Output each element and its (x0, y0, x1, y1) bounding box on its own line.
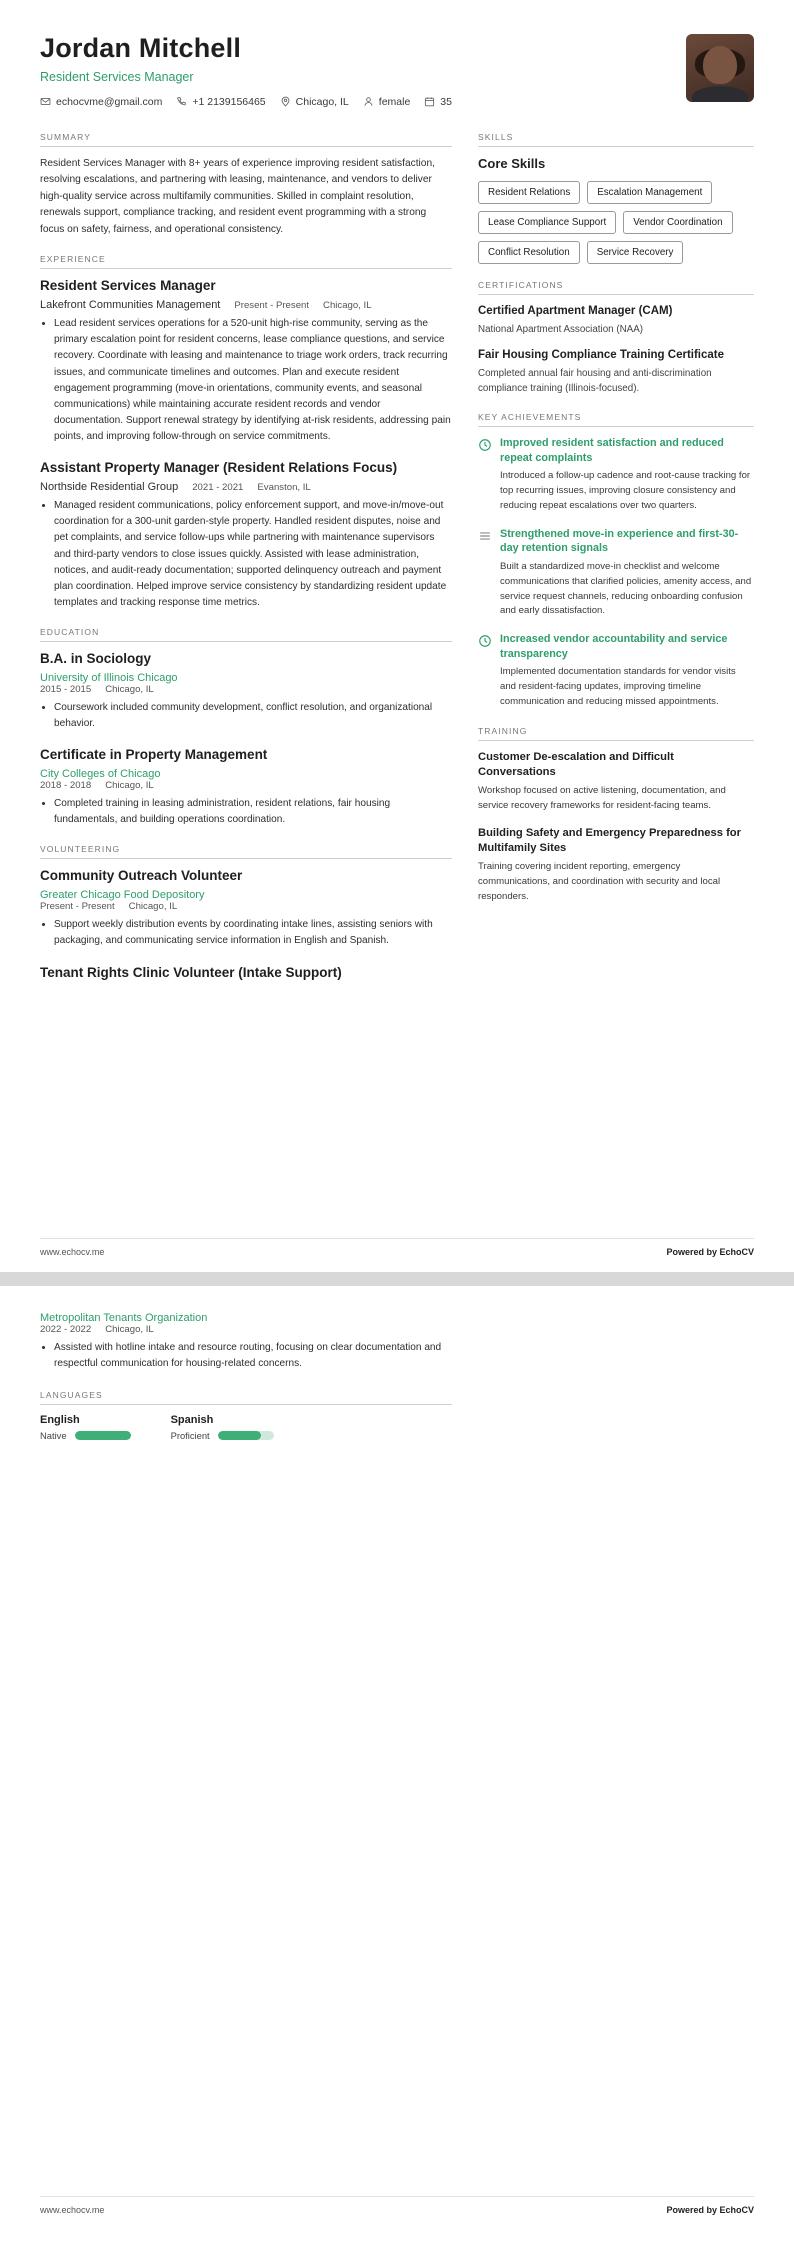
summary-section-label: SUMMARY (40, 132, 452, 147)
certification-entry (478, 348, 754, 396)
experience-org: Northside Residential Group (40, 481, 179, 494)
education-title: B.A. in Sociology (40, 651, 152, 667)
two-column-body (40, 128, 754, 998)
contact-email-text: echocvme@gmail.com (56, 95, 163, 108)
candidate-name: Jordan Mitchell (40, 33, 242, 63)
core-skills-title: Core Skills (478, 155, 546, 171)
experience-location: Evanston, IL (257, 482, 311, 494)
left-column (40, 128, 452, 998)
language-level-row (171, 1430, 274, 1441)
volunteering-title: Community Outreach Volunteer (40, 868, 243, 884)
training-desc: Workshop focused on active listening, documentation, and service recovery frameworks for resident-facing teams. (478, 785, 726, 812)
certifications-section-label: CERTIFICATIONS (478, 280, 754, 295)
page-1-content (0, 0, 794, 997)
language-list (40, 1414, 452, 1441)
volunteering-location: Chicago, IL (105, 1324, 154, 1335)
person-icon (363, 96, 374, 107)
contact-location (280, 96, 349, 108)
skill-chip: Lease Compliance Support (478, 211, 616, 234)
education-entry (40, 747, 452, 828)
page-2-footer (40, 2196, 754, 2215)
training-entry (478, 826, 754, 905)
contact-phone-text: +1 2139156465 (192, 95, 266, 108)
achievement-body (500, 436, 754, 514)
achievement-entry (478, 436, 754, 514)
volunteering-meta (40, 1324, 452, 1335)
key-achievements-section-label: KEY ACHIEVEMENTS (478, 412, 754, 427)
experience-section-label: EXPERIENCE (40, 254, 452, 269)
training-section-label: TRAINING (478, 726, 754, 741)
experience-bullets (40, 316, 452, 445)
skill-chip: Resident Relations (478, 181, 580, 204)
education-entry (40, 651, 452, 732)
achievement-title: Improved resident satisfaction and reduced repeat complaints (500, 437, 724, 464)
envelope-icon (40, 96, 51, 107)
experience-section (40, 254, 452, 611)
location-pin-icon (280, 96, 291, 107)
education-org: University of Illinois Chicago (40, 672, 178, 684)
volunteering-bullets (40, 1340, 452, 1372)
education-location: Chicago, IL (105, 780, 154, 792)
education-title: Certificate in Property Management (40, 747, 268, 763)
language-item (171, 1414, 274, 1441)
experience-bullets (40, 498, 452, 611)
volunteering-bullet: • Support weekly distribution events by coordinating intake lines, assisting seniors with packaging, and communicating service information in English and Spanish. (54, 917, 452, 949)
volunteering-section (40, 844, 452, 981)
certification-title: Fair Housing Compliance Training Certificate (478, 348, 725, 361)
language-level-row (40, 1430, 131, 1441)
volunteering-entry (40, 868, 452, 949)
skill-chip-list (478, 181, 754, 264)
language-level: Proficient (170, 1430, 210, 1442)
language-level-bar (218, 1431, 274, 1440)
contact-location-text: Chicago, IL (295, 95, 349, 108)
education-section (40, 627, 452, 828)
contact-email (40, 96, 162, 108)
language-level: Native (40, 1430, 67, 1442)
experience-bullet: • Managed resident communications, policy enforcement support, and move-in/move-out coordination for a 300-unit garden-style property. Handled resident disputes, noise and pet complaints, and service follow-ups while partnering with maintenance supervisors and third-party vendors to close issues quickly. Assisted with lease administration, notices, and audit-ready documentation; supported delinquency outreach and payment plan coordination. Helped improve service consistency by standardizing resident update templates and tracking response time metrics. (54, 498, 452, 611)
page-2-left-column (40, 1312, 452, 1457)
experience-meta (40, 299, 452, 311)
key-achievements-section (478, 412, 754, 710)
education-bullet: • Coursework included community development, conflict resolution, and organizational behavior. (54, 700, 452, 732)
education-bullets (40, 700, 452, 732)
experience-meta (40, 481, 452, 493)
achievement-title: Increased vendor accountability and service transparency (500, 633, 728, 660)
volunteering-title: Tenant Rights Clinic Volunteer (Intake Support) (40, 964, 342, 980)
clock-icon (478, 438, 492, 452)
language-name: Spanish (170, 1414, 214, 1427)
volunteering-bullets (40, 917, 452, 949)
education-bullet: • Completed training in leasing administration, resident relations, fair housing fundamentals, and building operations coordination. (54, 796, 452, 828)
language-name: English (40, 1414, 80, 1427)
training-section (478, 726, 754, 905)
skill-chip: Conflict Resolution (478, 241, 580, 264)
contact-gender (363, 96, 411, 108)
experience-entry (40, 460, 452, 611)
skill-chip: Vendor Coordination (623, 211, 732, 234)
footer-site: www.echocv.me (40, 1247, 105, 1257)
phone-icon (176, 96, 187, 107)
skill-chip: Service Recovery (587, 241, 684, 264)
footer-site: www.echocv.me (40, 2205, 105, 2215)
training-desc: Training covering incident reporting, emergency communications, and coordination with security and local responders. (478, 861, 721, 902)
achievement-entry (478, 527, 754, 620)
volunteering-location: Chicago, IL (128, 901, 178, 913)
volunteering-entry-continued (40, 1312, 452, 1372)
training-title: Building Safety and Emergency Preparedness for Multifamily Sites (478, 826, 741, 855)
certification-issuer: Completed annual fair housing and anti-discrimination compliance training (Illinois-focused). (478, 367, 712, 394)
education-meta (40, 684, 452, 695)
footer-powered-by: Powered by EchoCV (666, 2205, 754, 2215)
achievement-desc: Built a standardized move-in checklist and welcome communications that clarified policies, amenity access, and service request channels, reducing onboarding confusion and early dissatisfaction. (500, 560, 752, 617)
page-break (0, 1272, 794, 1286)
certification-title: Certified Apartment Manager (CAM) (478, 304, 673, 317)
experience-location: Chicago, IL (323, 300, 372, 312)
candidate-role: Resident Services Manager (40, 69, 194, 84)
achievement-body (500, 527, 754, 620)
education-meta (40, 780, 452, 791)
resume-header (40, 34, 754, 108)
summary-section (40, 132, 452, 239)
certification-entry (478, 304, 754, 337)
volunteering-dates: 2022 - 2022 (40, 1324, 92, 1335)
avatar (686, 34, 754, 102)
achievement-title: Strengthened move-in experience and first-30-day retention signals (500, 527, 739, 555)
training-title: Customer De-escalation and Difficult Conversations (478, 751, 674, 779)
right-column (478, 128, 754, 921)
page-2-content (0, 1286, 794, 1457)
achievement-body (500, 632, 754, 710)
education-dates: 2015 - 2015 (40, 684, 92, 695)
education-org: City Colleges of Chicago (40, 768, 161, 781)
certifications-section (478, 280, 754, 396)
contact-row (40, 96, 452, 108)
list-icon (478, 529, 492, 543)
summary-text: Resident Services Manager with 8+ years of experience improving resident satisfaction, resolving escalations, and partnering with leasing, maintenance, and vendors to deliver high-quality service across multifamily communities. Skilled in complaint resolution, renewals support, compliance tracking, and resident event programming with a strong focus on safety, fairness, and operational consistency. (40, 157, 435, 235)
education-bullets (40, 796, 452, 828)
achievement-entry (478, 632, 754, 710)
volunteering-entry (40, 965, 452, 982)
volunteering-bullet: • Assisted with hotline intake and resource routing, focusing on clear documentation and respectful communication for housing-related concerns. (54, 1340, 452, 1372)
experience-title: Assistant Property Manager (Resident Relations Focus) (40, 460, 398, 476)
volunteering-meta (40, 901, 452, 912)
experience-entry (40, 278, 452, 445)
experience-dates: Present - Present (234, 300, 310, 312)
training-entry (478, 750, 754, 814)
skills-section (478, 132, 754, 264)
footer-powered-by: Powered by EchoCV (666, 1247, 754, 1257)
contact-age-text: 35 (440, 95, 452, 108)
language-level-bar (75, 1431, 131, 1440)
achievement-desc: Implemented documentation standards for vendor visits and resident-facing updates, improving timeline communication and reducing missed appointments. (500, 666, 736, 708)
language-item (40, 1414, 131, 1441)
experience-org: Lakefront Communities Management (40, 299, 221, 312)
header-text (40, 34, 452, 108)
education-dates: 2018 - 2018 (40, 780, 92, 792)
avatar-face (703, 46, 737, 84)
calendar-icon (424, 96, 435, 107)
volunteering-dates: Present - Present (40, 901, 115, 913)
page-1-footer (40, 1238, 754, 1257)
achievement-desc: Introduced a follow-up cadence and root-cause tracking for top recurring issues, improving closure consistency and reducing repeat escalations over two quarters. (500, 470, 751, 511)
languages-section (40, 1390, 452, 1441)
skills-section-label: SKILLS (478, 132, 754, 147)
languages-section-label: LANGUAGES (40, 1390, 452, 1405)
contact-age (424, 96, 452, 108)
volunteering-section-label: VOLUNTEERING (40, 844, 452, 859)
experience-bullet: • Lead resident services operations for a 520-unit high-rise community, serving as the primary escalation point for resident concerns, lease compliance questions, and service recovery. Coordinate with leasing and maintenance to triage work orders, track recurring issues, and communicate timelines and outcomes. Plan and execute resident engagement programming (move-in orientations, community events, and seasonal communications) while maintaining accurate resident records and vendor documentation. Support renewal strategy by identifying at-risk residents, addressing pain points, and improving follow-through on service commitments. (54, 316, 452, 445)
contact-phone (176, 96, 265, 108)
certification-issuer: National Apartment Association (NAA) (478, 323, 643, 335)
education-location: Chicago, IL (105, 684, 154, 695)
volunteering-org: Metropolitan Tenants Organization (40, 1312, 208, 1324)
avatar-body (692, 86, 748, 102)
volunteering-org: Greater Chicago Food Depository (40, 889, 205, 902)
skill-chip: Escalation Management (587, 181, 712, 204)
contact-gender-text: female (378, 95, 411, 108)
education-section-label: EDUCATION (40, 627, 452, 642)
clock-icon (478, 634, 492, 648)
experience-title: Resident Services Manager (40, 278, 216, 294)
page-2-columns (40, 1312, 754, 1457)
experience-dates: 2021 - 2021 (192, 482, 244, 494)
